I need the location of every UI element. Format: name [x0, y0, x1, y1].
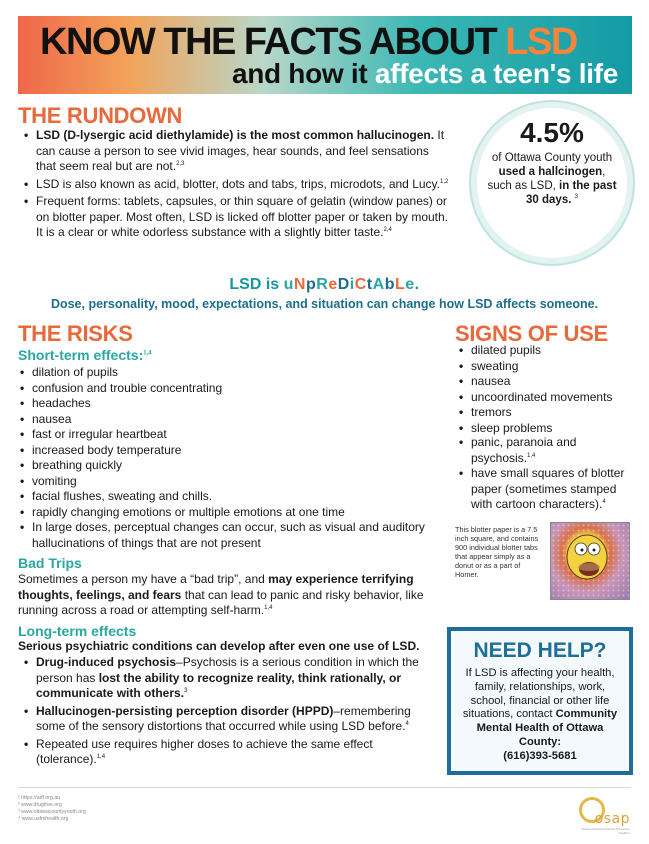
short-term-item: • In large doses, perceptual changes can occur, such as visual and auditory hallucinations of things that are not present: [18, 520, 438, 551]
stat-text: of Ottawa County youth used a hallcinogen, such as LSD, in the past 30 days. $^3$: [487, 152, 617, 206]
subtitle: and how it affects a teen's life: [231, 58, 618, 89]
stat-number: 4.5%: [520, 117, 584, 148]
need-help-text: If LSD is affecting your health, family, relationships, work, school, financial or other life situations, contact Community Mental Health of Ottawa County: (616)393-5681: [462, 667, 618, 762]
signs-list: [457, 343, 635, 436]
need-help-title: NEED HELP?: [473, 639, 607, 662]
short-term-item: • dilation of pupils: [18, 365, 438, 381]
unpredictable-letter: D: [337, 276, 350, 293]
list-item: • LSD is also known as acid, blotter, dots and tabs, trips, microdots, and Lucy.$^{1,2}$: [22, 177, 452, 193]
long-term-list: [22, 655, 432, 770]
need-help-box: [447, 627, 633, 775]
sign-item: • sweating: [457, 359, 635, 375]
unpredictable-letter: e: [328, 276, 338, 293]
bad-trips-text: Sometimes a person my have a “bad trip”, and may experience terrifying thoughts, feelings, and fears that can lead to panic and risky behavior, like running across a road or attempting self-harm.$^{1,4}$: [18, 572, 424, 617]
reference-item: ² www.drugfree.org: [18, 802, 62, 808]
unpredictable-heading: LSD is uNpReDiCtAbLe.: [229, 276, 420, 293]
main-title: KNOW THE FACTS ABOUT LSD: [40, 21, 577, 63]
unpredictable-letter: L: [394, 276, 406, 293]
sign-item: • tremors: [457, 405, 635, 421]
list-item: • Hallucinogen-persisting perception disorder (HPPD)–remembering some of the sensory distortions that occurred while using LSD before.$^4$: [22, 704, 432, 735]
logo-text: osap: [594, 811, 630, 827]
list-item: • panic, paranoia and psychosis.$^{1,4}$: [457, 435, 635, 466]
unpredictable-letter: b: [384, 276, 395, 293]
short-term-item: • vomiting: [18, 474, 438, 490]
sign-item: • uncoordinated movements: [457, 390, 635, 406]
unpredictable-letter: R: [316, 276, 329, 293]
list-item: • Repeated use requires higher doses to achieve the same effect (tolerance).$^{1,4}$: [22, 737, 432, 768]
short-term-title: Short-term effects:$^{1,4}$: [18, 347, 152, 363]
list-item: • Frequent forms: tablets, capsules, or thin square of gelatin (window panes) or on blotter paper. Most often, LSD is licked off blotter paper or taken by mouth. It is a clear or white odorless substance with a slightly bitter taste.$^{2,4}$: [22, 194, 452, 241]
rundown-list: [22, 128, 452, 243]
short-term-list: [18, 365, 438, 551]
signs-list-extra: [457, 435, 635, 513]
long-term-intro: Serious psychiatric conditions can develop after even one use of LSD.: [18, 639, 420, 653]
bad-trips-title: Bad Trips: [18, 555, 82, 571]
reference-item: ³ www.ottawacountyyouth.org: [18, 809, 86, 815]
unpredictable-word: [284, 276, 420, 293]
unpredictable-letter: .: [414, 276, 420, 293]
signs-title: SIGNS OF USE: [455, 321, 608, 346]
unpredictable-letter: e: [405, 276, 415, 293]
unpredictable-letter: A: [372, 276, 385, 293]
short-term-item: • fast or irregular heartbeat: [18, 427, 438, 443]
unpredictable-letter: C: [354, 276, 367, 293]
dose-statement: Dose, personality, mood, expectations, and situation can change how LSD affects someone.: [50, 297, 599, 311]
sign-item: • sleep problems: [457, 421, 635, 437]
short-term-item: • increased body temperature: [18, 443, 438, 459]
references: [18, 795, 86, 823]
logo-subtitle: Ottawa Substance Abuse Prevention Coalition: [581, 827, 630, 835]
list-item: • Drug-induced psychosis–Psychosis is a serious condition in which the person has lost the ability to recognize reality, think rationally, or communicate with others.$^3$: [22, 655, 432, 702]
sign-item: • nausea: [457, 374, 635, 390]
unpredictable-letter: i: [349, 276, 355, 293]
sign-item: • dilated pupils: [457, 343, 635, 359]
reference-item: ⁴ www.usfmhealth.org: [18, 816, 69, 822]
short-term-item: • rapidly changing emotions or multiple emotions at one time: [18, 505, 438, 521]
unpredictable-letter: t: [366, 276, 373, 293]
short-term-item: • breathing quickly: [18, 458, 438, 474]
stat-circle: [477, 108, 627, 258]
blotter-paper-image: [550, 522, 630, 600]
short-term-item: • headaches: [18, 396, 438, 412]
title-banner: [18, 16, 632, 94]
blotter-caption: This blotter paper is a 7.5 inch square, and contains 900 individual blotter tabs that appear simply as a donut or as a part of Homer.: [455, 525, 539, 579]
short-term-item: • nausea: [18, 412, 438, 428]
footer-divider: [18, 787, 631, 788]
cartoon-face-icon: [551, 523, 629, 599]
short-term-item: • facial flushes, sweating and chills.: [18, 489, 438, 505]
unpredictable-letter: p: [305, 276, 317, 293]
risks-title: THE RISKS: [18, 321, 133, 346]
reference-item: ¹ https://adf.org.au: [18, 795, 61, 801]
unpredictable-letter: u: [283, 276, 294, 293]
unpredictable-letter: N: [293, 276, 306, 293]
rundown-title: THE RUNDOWN: [18, 103, 183, 128]
osap-logo: [575, 797, 630, 835]
short-term-item: • confusion and trouble concentrating: [18, 381, 438, 397]
list-item: • LSD (D-lysergic acid diethylamide) is the most common hallucinogen. It can cause a person to see vivid images, hear sounds, and feel sensations that seem real but are not.$^{2,3}$: [22, 128, 452, 175]
list-item: • have small squares of blotter paper (sometimes stamped with cartoon characters).$^4$: [457, 466, 635, 513]
long-term-title: Long-term effects: [18, 623, 137, 639]
